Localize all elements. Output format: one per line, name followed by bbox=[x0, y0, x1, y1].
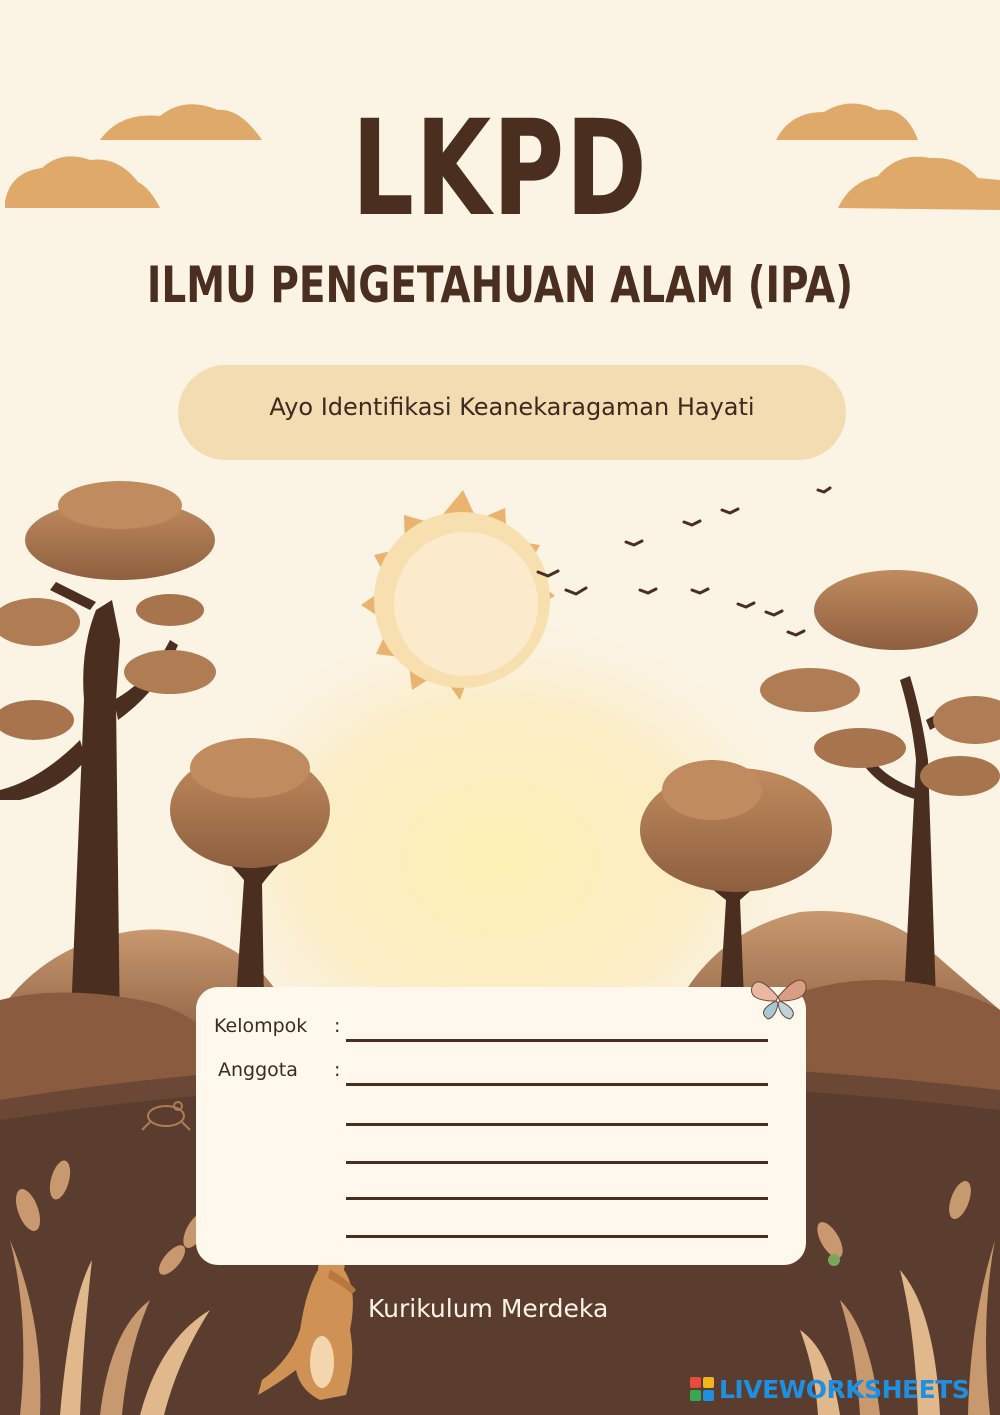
group-label: Kelompok bbox=[214, 1015, 308, 1037]
member-input-line[interactable] bbox=[346, 1235, 768, 1238]
page-title: LKPD bbox=[351, 92, 649, 246]
members-colon: : bbox=[334, 1059, 341, 1081]
topic-text: Ayo Identifikasi Keanekaragaman Hayati bbox=[269, 393, 755, 421]
butterfly-icon bbox=[748, 971, 808, 1021]
curriculum-label: Kurikulum Merdeka bbox=[368, 1294, 609, 1323]
member-input-line[interactable] bbox=[346, 1083, 768, 1086]
topic-banner bbox=[178, 365, 846, 460]
members-label: Anggota bbox=[218, 1059, 298, 1081]
group-colon: : bbox=[334, 1015, 341, 1037]
logo-squares bbox=[690, 1377, 714, 1401]
watermark-text: LIVEWORKSHEETS bbox=[719, 1374, 970, 1404]
bug-icon bbox=[828, 1254, 840, 1266]
group-input-line[interactable] bbox=[346, 1039, 768, 1042]
subject-heading: ILMU PENGETAHUAN ALAM (IPA) bbox=[146, 256, 854, 314]
member-input-line[interactable] bbox=[346, 1197, 768, 1200]
member-input-line[interactable] bbox=[346, 1123, 768, 1126]
liveworksheets-logo-icon[interactable] bbox=[690, 1374, 969, 1404]
identity-form bbox=[196, 987, 806, 1265]
member-input-line[interactable] bbox=[346, 1161, 768, 1164]
